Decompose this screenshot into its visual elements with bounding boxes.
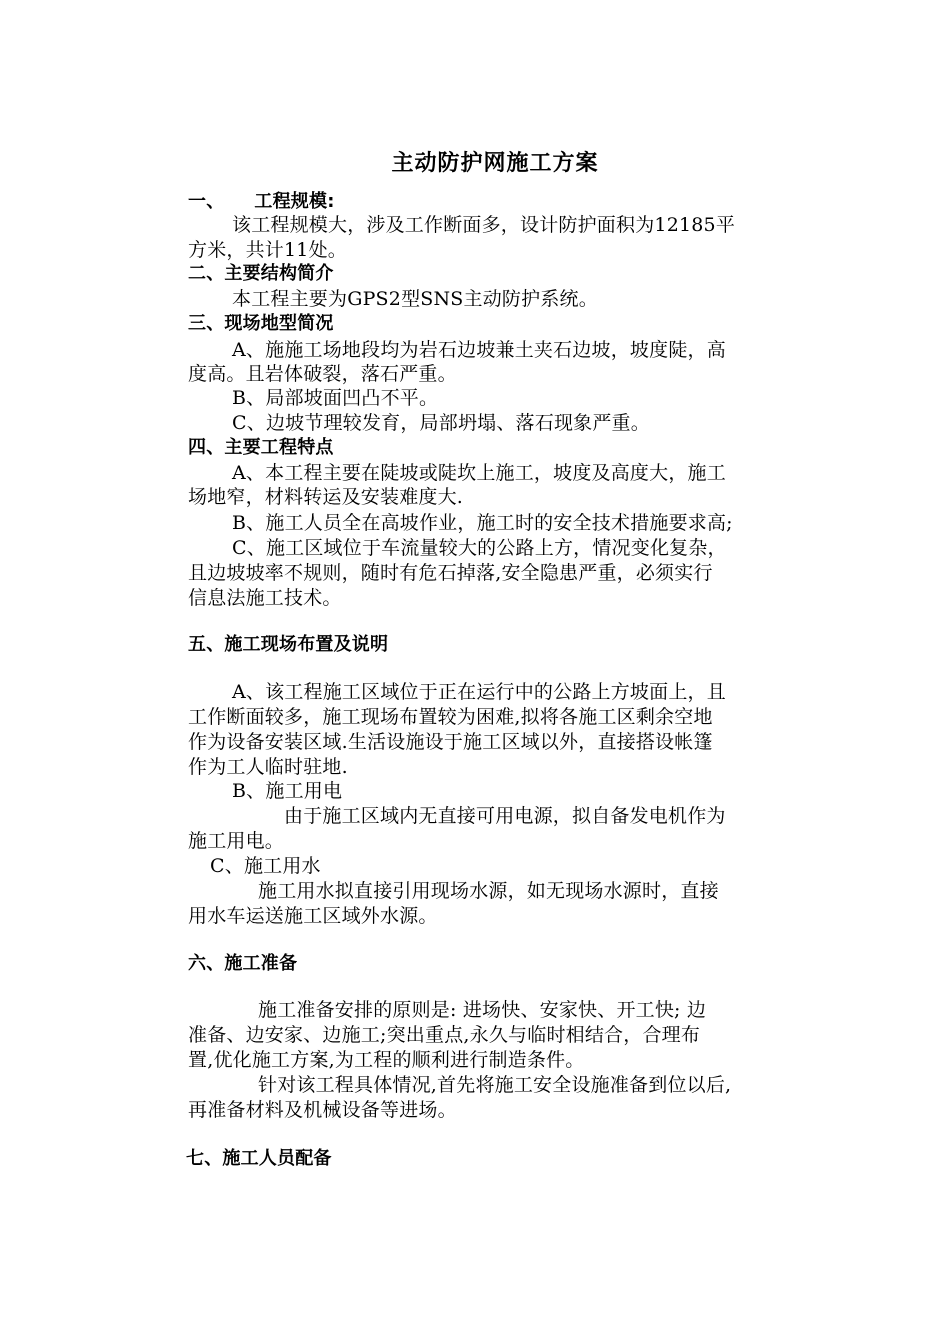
section-4-item-a-line-1: A、本工程主要在陡坡或陡坎上施工，坡度及高度大，施工 (232, 462, 726, 484)
section-3-item-a-line-2: 度高。且岩体破裂，落石严重。 (188, 363, 457, 385)
section-3-item-c: C、边坡节理较发育，局部坍塌、落石现象严重。 (232, 412, 650, 434)
section-5-item-b-heading: B、施工用电 (232, 780, 343, 802)
section-3-item-a-line-1: A、施施工场地段均为岩石边坡兼土夹石边坡，坡度陡，高 (232, 339, 726, 361)
section-3-heading: 三、现场地型简况 (188, 313, 334, 334)
section-2-heading: 二、主要结构简介 (188, 263, 334, 284)
section-4-heading: 四、主要工程特点 (188, 437, 334, 458)
section-3-item-b: B、局部坡面凹凸不平。 (232, 387, 439, 409)
section-6-para-1-line-3: 置,优化施工方案,为工程的顺利进行制造条件。 (188, 1049, 585, 1071)
section-1-number: 一、 (188, 191, 225, 212)
section-5-item-c-line-1: 施工用水拟直接引用现场水源，如无现场水源时，直接 (258, 880, 719, 902)
section-5-item-c-line-2: 用水车运送施工区域外水源。 (188, 905, 438, 927)
section-6-para-1-line-1: 施工准备安排的原则是: 进场快、安家快、开工快; 边 (258, 999, 707, 1021)
section-5-heading: 五、施工现场布置及说明 (188, 634, 389, 655)
section-1-line-2: 方米，共计11处。 (188, 239, 347, 261)
section-6-para-1-line-2: 准备、边安家、边施工;突出重点,永久与临时相结合，合理布 (188, 1024, 701, 1046)
section-5-item-b-line-1: 由于施工区域内无直接可用电源，拟自备发电机作为 (284, 805, 726, 827)
section-5-item-c-heading: C、施工用水 (210, 855, 321, 877)
section-4-item-c-line-3: 信息法施工技术。 (188, 587, 342, 609)
document-title: 主动防护网施工方案 (391, 151, 599, 176)
section-5-item-a-line-2: 工作断面较多，施工现场布置较为困难,拟将各施工区剩余空地 (188, 706, 713, 728)
section-7-heading: 七、施工人员配备 (186, 1148, 332, 1169)
section-1-heading (188, 190, 335, 214)
section-6-para-2-line-1: 针对该工程具体情况,首先将施工安全设施准备到位以后, (258, 1074, 732, 1096)
section-2-line-1: 本工程主要为GPS2型SNS主动防护系统。 (232, 288, 598, 310)
section-6-heading: 六、施工准备 (188, 953, 298, 974)
section-4-item-c-line-1: C、施工区域位于车流量较大的公路上方，情况变化复杂， (232, 537, 727, 559)
section-5-item-a-line-1: A、该工程施工区域位于正在运行中的公路上方坡面上，且 (232, 681, 726, 703)
section-5-item-a-line-4: 作为工人临时驻地. (188, 756, 348, 778)
section-6-para-2-line-2: 再准备材料及机械设备等进场。 (188, 1099, 457, 1121)
section-4-item-a-line-2: 场地窄，材料转运及安装难度大. (188, 486, 464, 508)
section-4-item-b: B、施工人员全在高坡作业，施工时的安全技术措施要求高; (232, 512, 733, 534)
section-1-line-1: 该工程规模大，涉及工作断面多，设计防护面积为12185平 (232, 214, 736, 236)
section-5-item-b-line-2: 施工用电。 (188, 830, 285, 852)
section-1-title: 工程规模: (254, 191, 335, 212)
section-4-item-c-line-2: 且边坡坡率不规则，随时有危石掉落,安全隐患严重，必须实行 (188, 562, 713, 584)
section-5-item-a-line-3: 作为设备安装区域.生活设施设于施工区域以外，直接搭设帐篷 (188, 731, 713, 753)
